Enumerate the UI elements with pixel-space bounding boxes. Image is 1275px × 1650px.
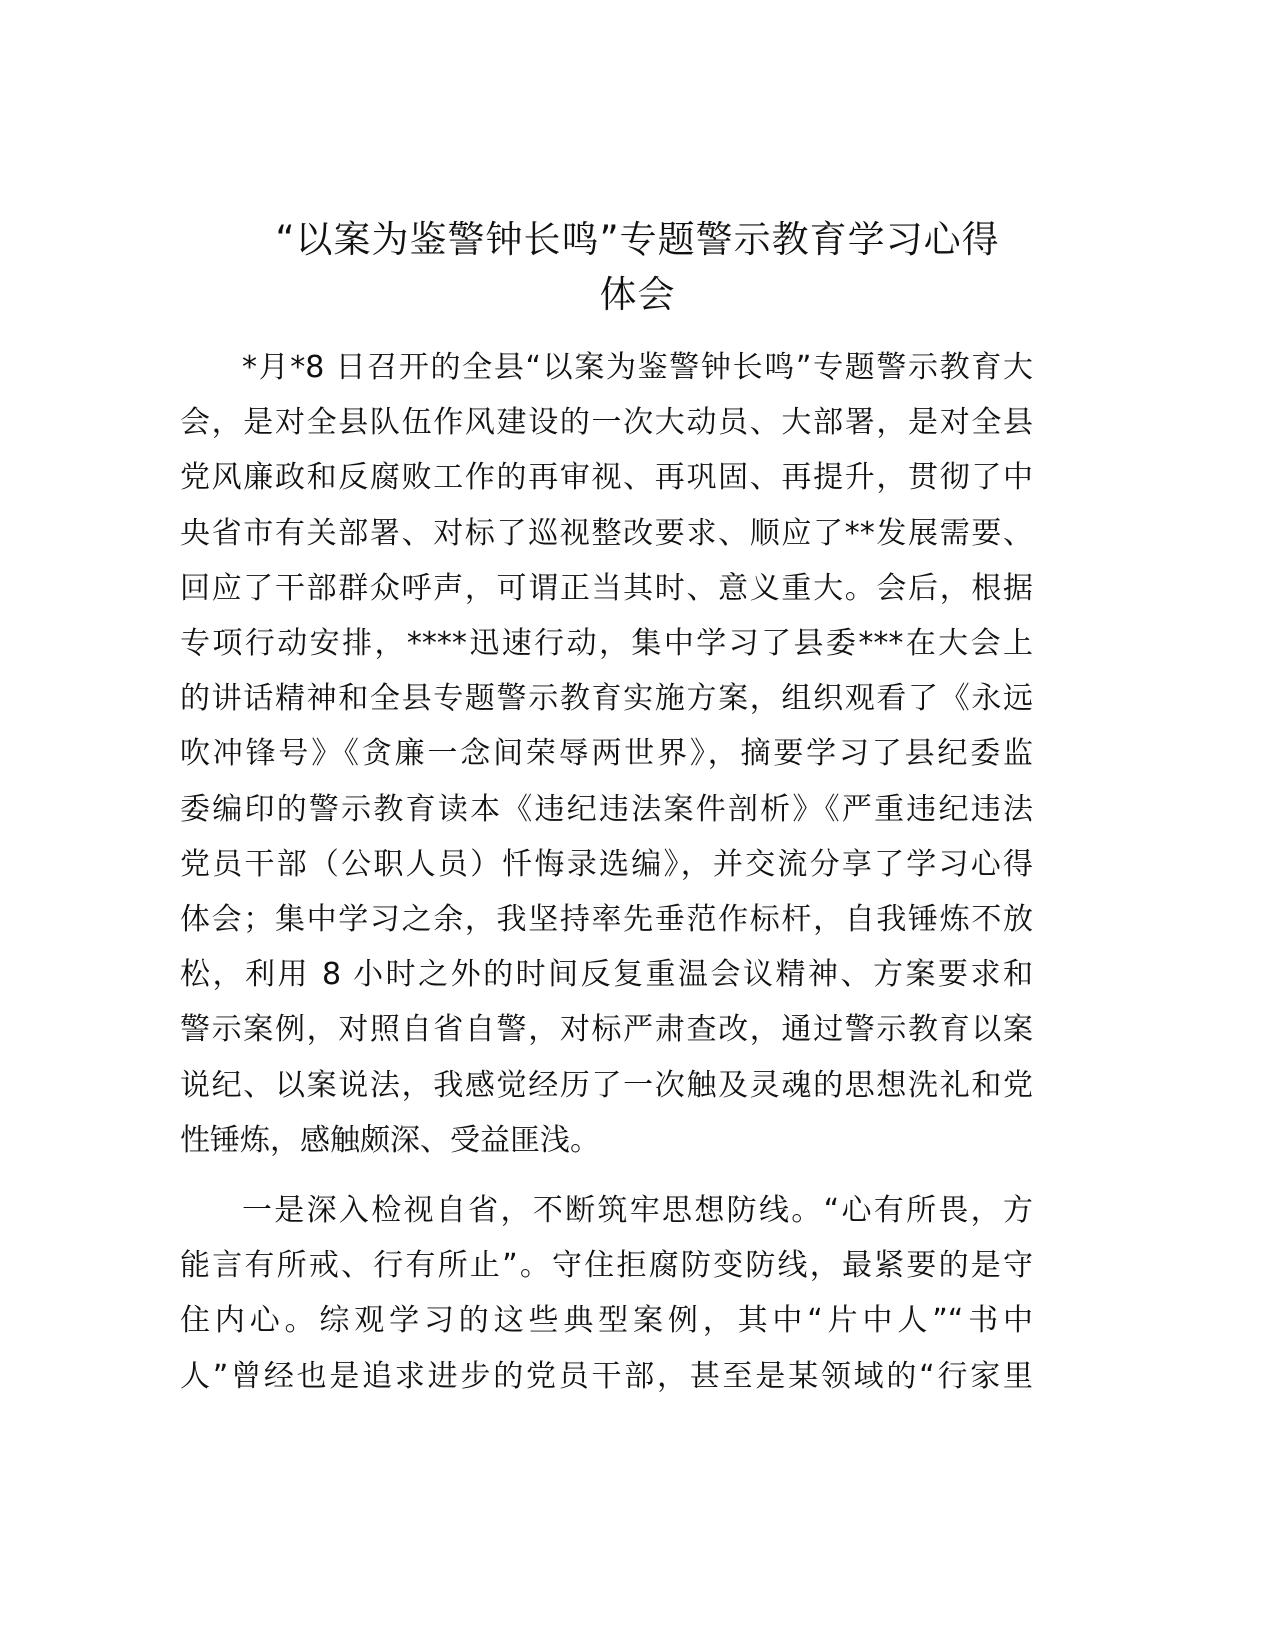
paragraph-1-line: 委编印的警示教育读本《违纪违法案件剖析》《严重违纪违法 [180, 791, 1033, 827]
paragraph-1-line: 央省市有关部署、对标了巡视整改要求、顺应了**发展需要、 [180, 515, 1033, 551]
paragraph-1-line: *月*8 日召开的全县“以案为鉴警钟长鸣”专题警示教育大 [242, 350, 1033, 385]
paragraph-1-line: 回应了干部群众呼声，可谓正当其时、意义重大。会后，根据 [180, 570, 1033, 606]
paragraph-1-line: 体会；集中学习之余，我坚持率先垂范作标杆，自我锤炼不放 [180, 902, 1033, 937]
document-title-line-1: “以案为鉴警钟长鸣”专题警示教育学习心得 [275, 218, 1000, 261]
paragraph-2-line: 人”曾经也是追求进步的党员干部，甚至是某领域的“行家里 [180, 1358, 1033, 1394]
paragraph-1-line: 警示案例，对照自省自警，对标严肃查改，通过警示教育以案 [180, 1012, 1033, 1048]
paragraph-1-line: 专项行动安排，****迅速行动，集中学习了县委***在大会上 [180, 626, 1033, 661]
paragraph-2-line: 能言有所戒、行有所止”。守住拒腐防变防线，最紧要的是守 [180, 1248, 1033, 1284]
paragraph-1-line: 性锤炼，感触颇深、受益匪浅。 [180, 1122, 600, 1158]
paragraph-1-line: 吹冲锋号》《贪廉一念间荣辱两世界》，摘要学习了县纪委监 [180, 736, 1033, 772]
paragraph-1-line: 的讲话精神和全县专题警示教育实施方案，组织观看了《永远 [180, 681, 1033, 717]
paragraph-1-line: 党员干部（公职人员）忏悔录选编》，并交流分享了学习心得 [180, 846, 1033, 882]
document-title-line-2: 体会 [599, 273, 676, 316]
paragraph-2-line: 住内心。综观学习的这些典型案例，其中“片中人”“书中 [180, 1303, 1033, 1339]
paragraph-1-line: 说纪、以案说法，我感觉经历了一次触及灵魂的思想洗礼和党 [180, 1067, 1033, 1103]
paragraph-1-line: 党风廉政和反腐败工作的再审视、再巩固、再提升，贯彻了中 [180, 460, 1033, 496]
paragraph-1-line: 会，是对全县队伍作风建设的一次大动员、大部署，是对全县 [180, 405, 1033, 441]
paragraph-2-line: 一是深入检视自省，不断筑牢思想防线。“心有所畏，方 [242, 1193, 1033, 1228]
paragraph-1-line: 松，利用 8 小时之外的时间反复重温会议精神、方案要求和 [180, 957, 1033, 993]
